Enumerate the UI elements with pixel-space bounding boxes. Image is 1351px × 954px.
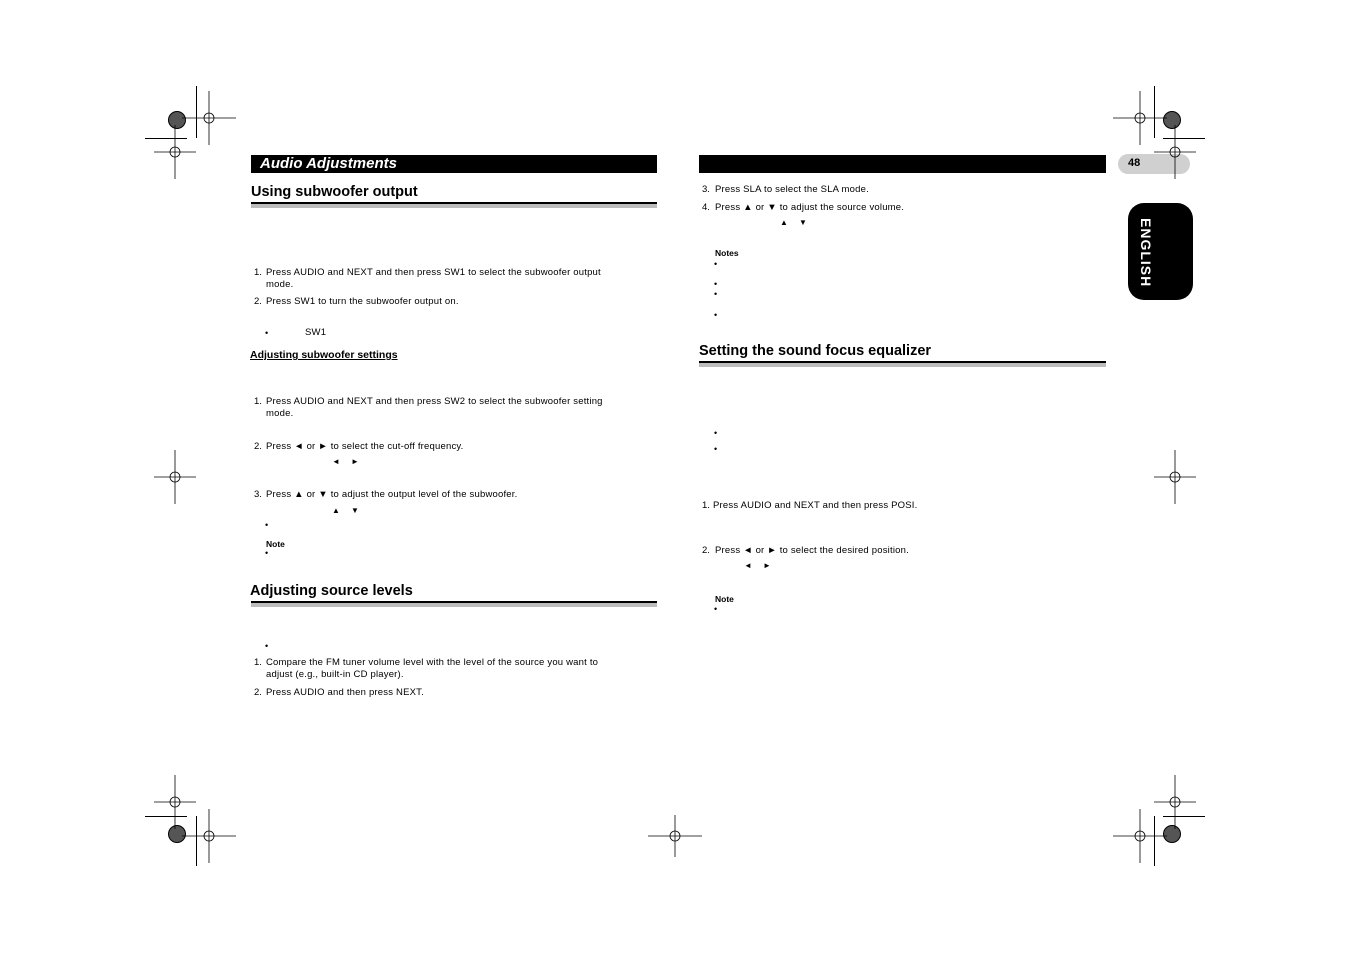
crosshair-target-icon bbox=[154, 775, 196, 829]
step-text: Press AUDIO and then press NEXT. bbox=[266, 687, 424, 698]
section-rule bbox=[251, 601, 657, 607]
step-text: Press ▲ or ▼ to adjust the source volume. bbox=[715, 202, 905, 213]
crosshair-target-icon bbox=[154, 125, 196, 179]
step-text: mode. bbox=[266, 279, 294, 290]
bullet: • bbox=[714, 428, 718, 438]
arrow-keys-up-down: ▲ ▼ bbox=[780, 218, 807, 227]
note-heading: Note bbox=[266, 539, 285, 549]
step-text: Press AUDIO and NEXT and then press SW1 to select the subwoofer output bbox=[266, 267, 601, 278]
page-number: 48 bbox=[1128, 157, 1141, 169]
step-number: 3. bbox=[702, 184, 710, 195]
note-heading: Note bbox=[715, 594, 734, 604]
step-number: 3. bbox=[254, 489, 262, 500]
crosshair-target-icon bbox=[648, 815, 702, 857]
bullet: • bbox=[265, 548, 269, 558]
arrow-keys-left-right: ◄ ► bbox=[744, 561, 771, 570]
bullet: • bbox=[265, 520, 269, 530]
step-number: 1. bbox=[254, 657, 262, 668]
step-number: 4. bbox=[702, 202, 710, 213]
step-text: Press ◄ or ► to select the desired position. bbox=[715, 545, 909, 556]
step-number: 2. bbox=[254, 441, 262, 452]
arrow-keys-up-down: ▲ ▼ bbox=[332, 506, 359, 515]
step-text: Press ▲ or ▼ to adjust the output level of the subwoofer. bbox=[266, 489, 518, 500]
crosshair-target-icon bbox=[182, 809, 236, 863]
arrow-keys-left-right: ◄ ► bbox=[332, 457, 359, 466]
registration-dot-icon bbox=[1163, 825, 1181, 843]
step-text: mode. bbox=[266, 408, 294, 419]
bullet: • bbox=[714, 289, 718, 299]
section-rule bbox=[251, 202, 657, 208]
bullet: • bbox=[714, 310, 718, 320]
bullet-key-label: SW1 bbox=[305, 327, 327, 338]
crosshair-target-icon bbox=[1154, 450, 1196, 504]
step-number: 2. bbox=[254, 296, 262, 307]
bullet: • bbox=[714, 259, 718, 269]
step-text: adjust (e.g., built-in CD player). bbox=[266, 669, 404, 680]
bullet: • bbox=[714, 604, 718, 614]
step-number: 2. bbox=[254, 687, 262, 698]
step-text: Press AUDIO and NEXT and then press POSI. bbox=[713, 500, 918, 511]
header-bar-right bbox=[699, 155, 1106, 173]
bullet: • bbox=[714, 279, 718, 289]
step-text: Press SLA to select the SLA mode. bbox=[715, 184, 869, 195]
registration-dot-icon bbox=[168, 111, 186, 129]
bullet: • bbox=[265, 328, 269, 338]
crosshair-target-icon bbox=[182, 91, 236, 145]
section-title-subwoofer: Using subwoofer output bbox=[251, 184, 418, 200]
step-number: 1. bbox=[702, 500, 710, 511]
step-number: 2. bbox=[702, 545, 710, 556]
section-title-sound-focus: Setting the sound focus equalizer bbox=[699, 343, 932, 359]
section-rule bbox=[699, 361, 1106, 367]
step-text: Press ◄ or ► to select the cut-off frequency. bbox=[266, 441, 464, 452]
registration-dot-icon bbox=[1163, 111, 1181, 129]
crosshair-target-icon bbox=[154, 450, 196, 504]
crosshair-target-icon bbox=[1113, 809, 1167, 863]
crosshair-target-icon bbox=[1154, 775, 1196, 829]
language-tab-label: ENGLISH bbox=[1138, 218, 1154, 288]
subsection-title-subwoofer-settings: Adjusting subwoofer settings bbox=[250, 349, 398, 361]
crosshair-target-icon bbox=[1113, 91, 1167, 145]
registration-dot-icon bbox=[168, 825, 186, 843]
notes-heading: Notes bbox=[715, 248, 739, 258]
bullet: • bbox=[714, 444, 718, 454]
bullet: • bbox=[265, 641, 269, 651]
step-text: Compare the FM tuner volume level with the level of the source you want to bbox=[266, 657, 599, 668]
page-header-title: Audio Adjustments bbox=[260, 155, 397, 172]
section-title-source-levels: Adjusting source levels bbox=[250, 583, 413, 599]
step-text: Press SW1 to turn the subwoofer output on. bbox=[266, 296, 459, 307]
step-text: Press AUDIO and NEXT and then press SW2 to select the subwoofer setting bbox=[266, 396, 603, 407]
step-number: 1. bbox=[254, 267, 262, 278]
step-number: 1. bbox=[254, 396, 262, 407]
